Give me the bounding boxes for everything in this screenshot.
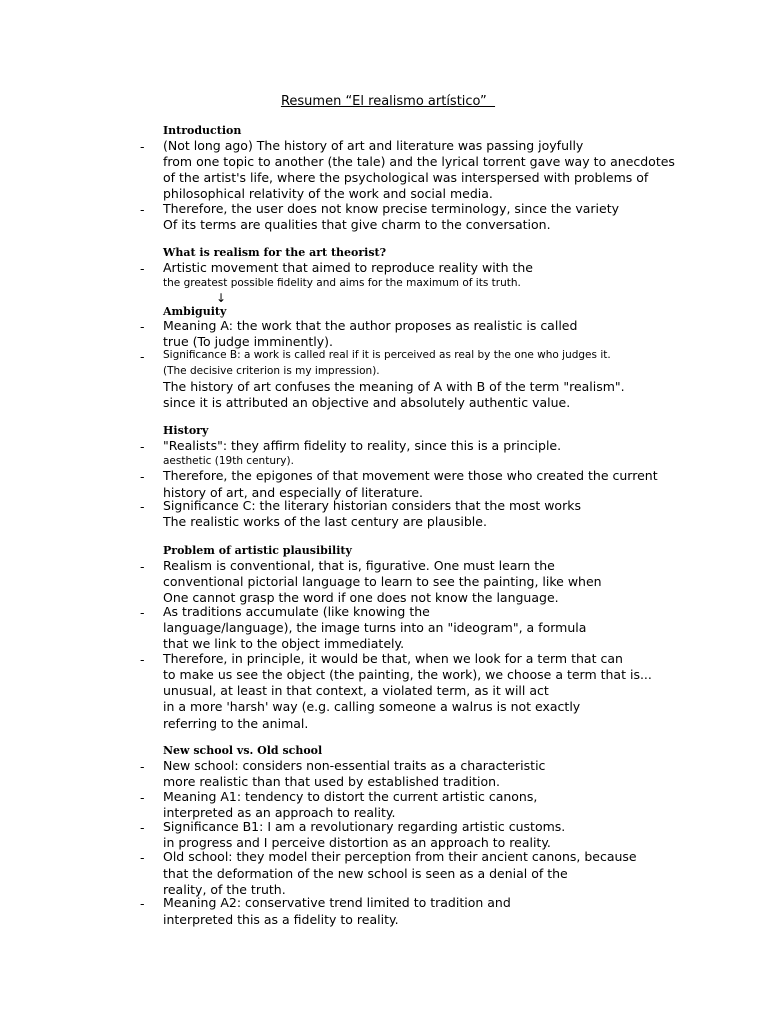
realism-line-1: Artistic movement that aimed to reproduce reality with the (163, 260, 533, 275)
intro-line-4: philosophical relativity of the work and social media. (163, 186, 493, 201)
ambiguity-line-3: Significance B: a work is called real if it is perceived as real by the one who judges it. (163, 349, 611, 361)
intro-line-5: Therefore, the user does not know precise terminology, since the variety (163, 201, 620, 216)
bullet-dash: - (140, 559, 145, 574)
plausibility-line-9: unusual, at least in that context, a violated term, as it will act (163, 683, 549, 698)
schools-line-7: Old school: they model their perception from their ancient canons, because (163, 849, 637, 864)
schools-line-5: Significance B1: I am a revolutionary regarding artistic customs. (163, 819, 566, 834)
intro-line-6: Of its terms are qualities that give charm to the conversation. (163, 217, 551, 232)
bullet-dash: - (140, 469, 145, 484)
intro-line-1: (Not long ago) The history of art and literature was passing joyfully (163, 138, 584, 153)
schools-line-4: interpreted as an approach to reality. (163, 805, 396, 820)
bullet-dash: - (140, 499, 145, 514)
intro-line-2: from one topic to another (the tale) and the lyrical torrent gave way to anecdotes (163, 154, 675, 169)
plausibility-line-3: One cannot grasp the word if one does not know the language. (163, 590, 559, 605)
bullet-dash: - (140, 319, 145, 334)
heading-history: History (163, 424, 209, 437)
ambiguity-line-1: Meaning A: the work that the author proposes as realistic is called (163, 318, 578, 333)
bullet-dash: - (140, 652, 145, 667)
bullet-dash: - (140, 349, 145, 364)
schools-line-9: reality, of the truth. (163, 882, 286, 897)
history-line-6: The realistic works of the last century are plausible. (163, 514, 487, 529)
heading-realism: What is realism for the art theorist? (163, 246, 387, 259)
plausibility-line-10: in a more 'harsh' way (e.g. calling someone a walrus is not exactly (163, 699, 581, 714)
plausibility-line-2: conventional pictorial language to learn to see the painting, like when (163, 574, 602, 589)
heading-schools: New school vs. Old school (163, 744, 323, 757)
history-line-1: "Realists": they affirm fidelity to reality, since this is a principle. (163, 438, 562, 453)
history-line-5: Significance C: the literary historian considers that the most works (163, 498, 581, 513)
plausibility-line-6: that we link to the object immediately. (163, 636, 405, 651)
bullet-dash: - (140, 139, 145, 154)
ambiguity-line-5: The history of art confuses the meaning of A with B of the term "realism". (163, 379, 625, 394)
history-line-4: history of art, and especially of literature. (163, 485, 423, 500)
bullet-dash: - (140, 820, 145, 835)
ambiguity-line-4: (The decisive criterion is my impression). (163, 365, 380, 377)
plausibility-line-5: language/language), the image turns into an "ideogram", a formula (163, 620, 587, 635)
history-line-3: Therefore, the epigones of that movement were those who created the current (163, 468, 658, 483)
bullet-dash: - (140, 202, 145, 217)
bullet-dash: - (140, 896, 145, 911)
plausibility-line-1: Realism is conventional, that is, figurative. One must learn the (163, 558, 555, 573)
bullet-dash: - (140, 605, 145, 620)
plausibility-line-4: As traditions accumulate (like knowing the (163, 604, 430, 619)
down-arrow-icon: ↓ (216, 291, 227, 305)
bullet-dash: - (140, 439, 145, 454)
document-title: Resumen “El realismo artístico” (280, 94, 496, 109)
realism-line-2: the greatest possible fidelity and aims for the maximum of its truth. (163, 277, 521, 289)
heading-introduction: Introduction (163, 124, 242, 137)
schools-line-3: Meaning A1: tendency to distort the current artistic canons, (163, 789, 538, 804)
schools-line-6: in progress and I perceive distortion as an approach to reality. (163, 835, 551, 850)
ambiguity-line-6: since it is attributed an objective and absolutely authentic value. (163, 395, 571, 410)
heading-plausibility: Problem of artistic plausibility (163, 544, 352, 557)
schools-line-11: interpreted this as a fidelity to reality. (163, 912, 399, 927)
intro-line-3: of the artist's life, where the psychological was interspersed with problems of (163, 170, 649, 185)
plausibility-line-7: Therefore, in principle, it would be that, when we look for a term that can (163, 651, 623, 666)
bullet-dash: - (140, 759, 145, 774)
schools-line-10: Meaning A2: conservative trend limited to tradition and (163, 895, 511, 910)
plausibility-line-11: referring to the animal. (163, 716, 309, 731)
history-line-2: aesthetic (19th century). (163, 455, 294, 467)
plausibility-line-8: to make us see the object (the painting, the work), we choose a term that is... (163, 667, 652, 682)
bullet-dash: - (140, 850, 145, 865)
bullet-dash: - (140, 261, 145, 276)
ambiguity-line-2: true (To judge imminently). (163, 334, 334, 349)
schools-line-1: New school: considers non-essential traits as a characteristic (163, 758, 546, 773)
bullet-dash: - (140, 790, 145, 805)
schools-line-8: that the deformation of the new school is seen as a denial of the (163, 866, 568, 881)
schools-line-2: more realistic than that used by established tradition. (163, 774, 501, 789)
heading-ambiguity: Ambiguity (163, 305, 227, 318)
